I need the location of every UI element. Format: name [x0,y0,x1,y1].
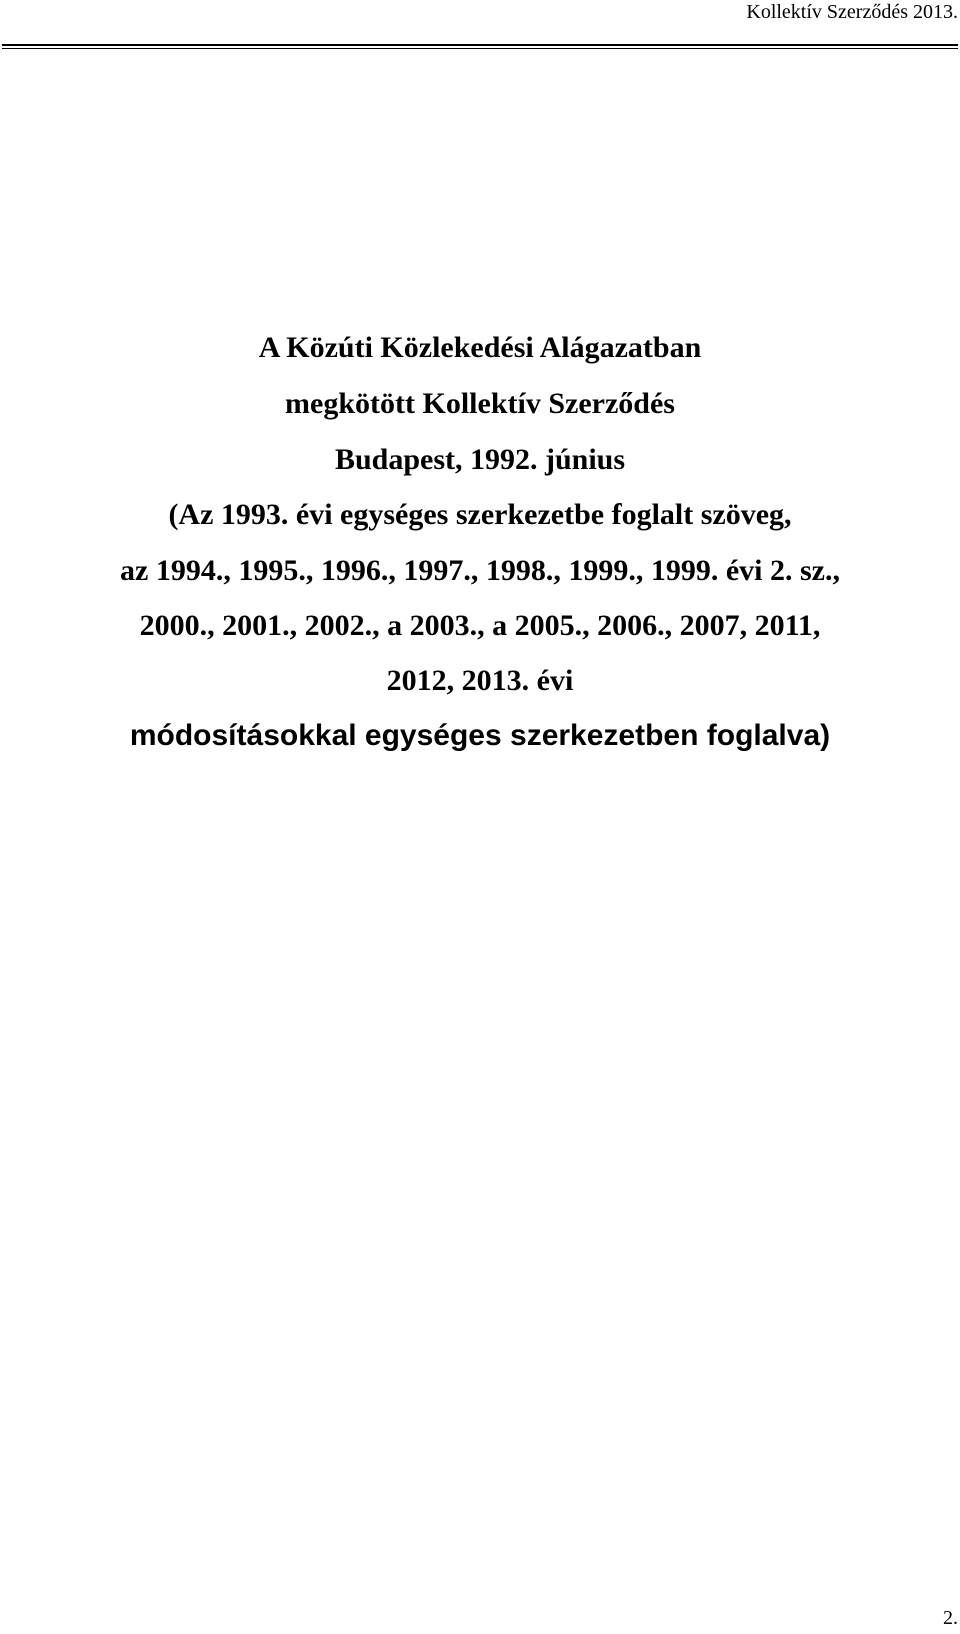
page-number: 2. [943,1607,958,1629]
title-line-1: A Közúti Közlekedési Alágazatban [258,331,702,364]
title-line-8: módosításokkal egységes szerkezetben foglalva) [129,719,831,752]
title-line-6: 2000., 2001., 2002., a 2003., a 2005., 2006., 2007, 2011, [139,609,821,642]
title-line-4: (Az 1993. évi egységes szerkezetbe foglalt szöveg, [168,498,792,531]
title-line-5: az 1994., 1995., 1996., 1997., 1998., 1999., 1999. évi 2. sz., [120,554,840,587]
title-line-7: 2012, 2013. évi [386,664,574,697]
title-line-2: megkötött Kollektív Szerződés [285,387,675,420]
header-divider [2,44,958,49]
title-line-3: Budapest, 1992. június [334,443,626,476]
running-header-title: Kollektív Szerződés 2013. [746,1,958,23]
